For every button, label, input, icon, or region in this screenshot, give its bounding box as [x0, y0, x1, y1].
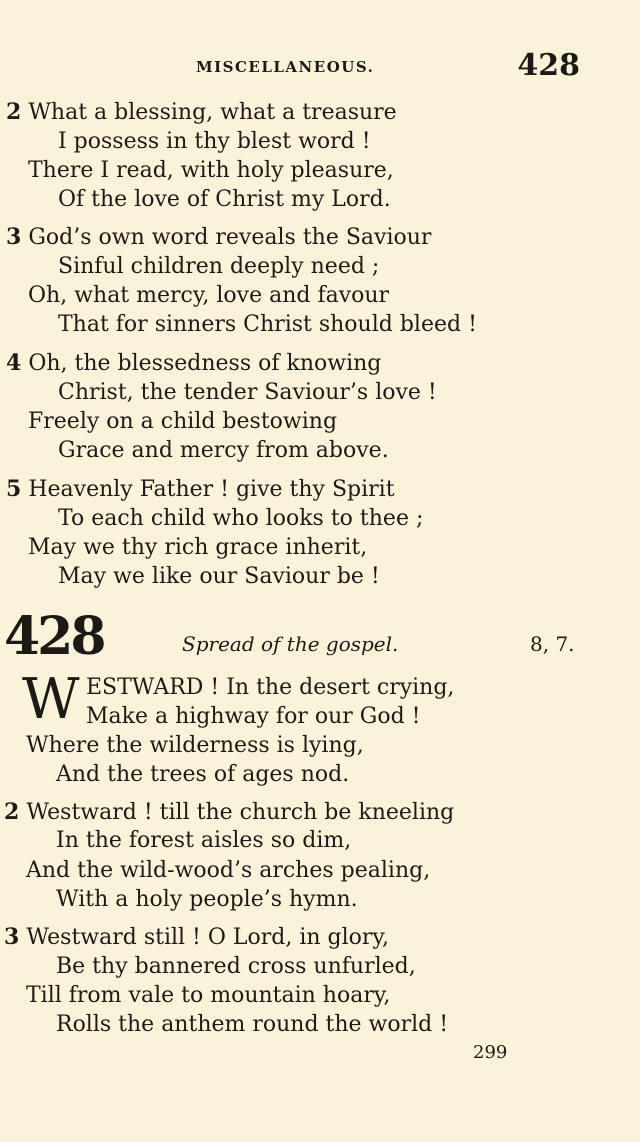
stanza-line: There I read, with holy pleasure, [28, 158, 394, 183]
stanza-text: Oh, the blessedness of knowing [28, 351, 382, 376]
stanza-line: Of the love of Christ my Lord. [58, 187, 391, 212]
page-number: 299 [473, 1042, 508, 1063]
stanza-line: Freely on a child bestowing [28, 409, 338, 434]
stanza-line: And the trees of ages nod. [56, 762, 350, 787]
stanza-number: 2 [4, 799, 20, 825]
stanza-line: May we thy rich grace inherit, [28, 535, 368, 560]
stanza-text: God’s own word reveals the Saviour [28, 225, 432, 250]
stanza-number: 2 [6, 99, 22, 125]
stanza-line: ESTWARD ! In the desert crying, [86, 675, 455, 700]
stanza-line [4, 797, 454, 828]
stanza-line: Rolls the anthem round the world ! [56, 1012, 449, 1037]
stanza-line [4, 922, 389, 953]
stanza-line: May we like our Saviour be ! [58, 564, 380, 589]
stanza-line: Oh, what mercy, love and favour [28, 283, 390, 308]
stanza-number: 3 [6, 224, 22, 250]
stanza-line [6, 222, 431, 253]
drop-cap: W [22, 667, 80, 732]
stanza-line: I possess in thy blest word ! [58, 129, 371, 154]
stanza-text: Heavenly Father ! give thy Spirit [28, 477, 395, 502]
stanza-line: And the wild-wood’s arches pealing, [26, 858, 431, 883]
stanza-line: Till from vale to mountain hoary, [26, 983, 391, 1008]
stanza-line: Grace and mercy from above. [58, 438, 389, 463]
stanza-line: With a holy people’s hymn. [56, 887, 358, 912]
stanza-line: That for sinners Christ should bleed ! [58, 312, 477, 337]
stanza-text: Westward ! till the church be kneeling [26, 800, 455, 825]
running-title: MISCELLANEOUS. [196, 58, 375, 76]
stanza-line [6, 348, 381, 379]
hymn-title: Spread of the gospel. [182, 632, 399, 656]
stanza-line: To each child who looks to thee ; [58, 506, 424, 531]
stanza-line: Sinful children deeply need ; [58, 254, 380, 279]
stanza-line: Make a highway for our God ! [86, 704, 421, 729]
stanza-line: Where the wilderness is lying, [26, 733, 364, 758]
stanza-line: Christ, the tender Saviour’s love ! [58, 380, 437, 405]
hymn-meter: 8, 7. [530, 632, 575, 656]
stanza-text: What a blessing, what a treasure [28, 100, 397, 125]
hymn-number: 428 [4, 606, 104, 667]
stanza-line [6, 474, 395, 505]
stanza-number: 5 [6, 476, 22, 502]
stanza-number: 4 [6, 350, 22, 376]
page-hymn-number: 428 [517, 48, 580, 83]
stanza-line [6, 97, 397, 128]
stanza-line: Be thy bannered cross unfurled, [56, 954, 416, 979]
stanza-line: In the forest aisles so dim, [56, 828, 352, 853]
stanza-number: 3 [4, 924, 20, 950]
stanza-text: Westward still ! O Lord, in glory, [26, 925, 389, 950]
